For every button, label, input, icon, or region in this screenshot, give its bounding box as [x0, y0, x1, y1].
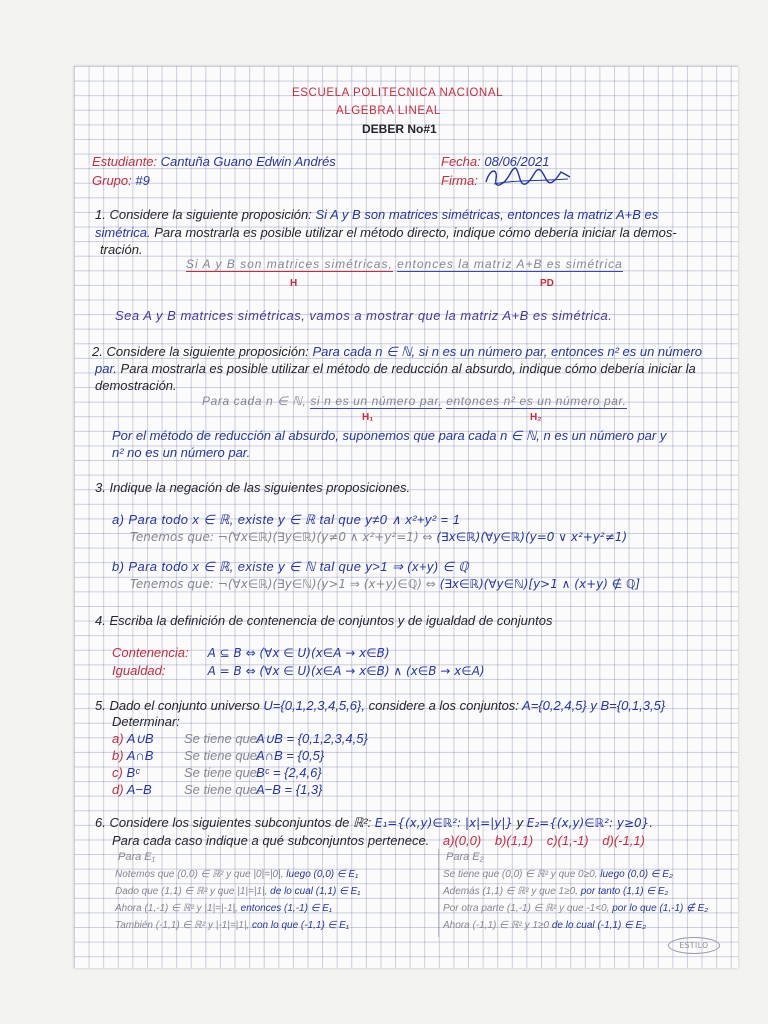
q3-a-proposition: a) Para todo x ∈ ℝ, existe y ∈ ℝ tal que y≠0 ∧ x²+y² = 1 [112, 512, 461, 527]
e2-row [443, 885, 668, 898]
e1-row-conclusion: entonces (1,-1) ∈ E₁ [240, 903, 333, 914]
assignment-title: DEBER No#1 [362, 122, 437, 136]
q2-thesis: entonces n² es un número par. [446, 394, 627, 408]
q1-hypothesis: Si A y B son matrices simétricas, [186, 257, 393, 271]
q5-instruction: Determinar: [112, 714, 180, 729]
date-label: Fecha: [441, 154, 481, 169]
operation-prefix: Se tiene que: [184, 748, 261, 763]
q3-b-proposition: b) Para todo x ∈ ℝ, existe y ∈ ℕ tal que y>1 ⇒ (x+y) ∈ ℚ [112, 559, 469, 574]
q4-heading: 4. Escriba la definición de contenencia de conjuntos y de igualdad de conjuntos [95, 613, 553, 628]
q6-case-c: c)(1,-1) [546, 833, 589, 848]
e2-row-conclusion: por tanto (1,1) ∈ E₂ [580, 886, 669, 897]
e2-row [443, 902, 708, 915]
signature [484, 166, 574, 188]
table-divider [438, 849, 439, 937]
e1-row [115, 868, 358, 881]
q2-underlined-statement [202, 394, 627, 409]
containment-label: Contenencia: [112, 645, 189, 660]
q6-case-a: a)(0,0) [442, 833, 482, 848]
operation-letter: d) [112, 782, 124, 797]
school-name: ESCUELA POLITECNICA NACIONAL [292, 87, 504, 99]
q5-middle: considere a los conjuntos: [368, 698, 519, 713]
signature-label: Firma: [441, 173, 478, 188]
q2-statement-end: par. [95, 361, 117, 376]
q1-statement-start: Si A y B son matrices simétricas, entonces la matriz A+B es [315, 207, 659, 222]
q1-line-1 [95, 207, 658, 222]
e2-row-conclusion: de lo cual (-1,1) ∈ E₂ [551, 920, 647, 931]
equality-label: Igualdad: [112, 663, 166, 678]
q6-set-e2: E₂={(x,y)∈ℝ²: y≥0}. [526, 816, 654, 830]
e2-row-text: Además (1,1) ∈ ℝ² y que 1≥0, [443, 886, 578, 897]
q1-hypothesis-label: H [290, 278, 298, 289]
e1-row-text: También (-1,1) ∈ ℝ² y |-1|=|1|, [115, 920, 250, 931]
q1-underlined-statement [186, 257, 623, 272]
q2-statement-start: Para cada n ∈ ℕ, si n es un número par, entonces n² es un número [312, 344, 702, 359]
group-value: #9 [135, 173, 150, 188]
set-operation-row [112, 782, 323, 797]
q1-statement-end: simétrica. [95, 225, 151, 240]
student-label: Estudiante: [92, 154, 158, 169]
operation-letter: c) [112, 765, 123, 780]
q3-heading: 3. Indique la negación de las siguientes proposiciones. [95, 480, 411, 495]
operation-result: A∩B = {0,5} [256, 748, 325, 763]
q6-prompt: Para cada caso indique a qué subconjuntos pertenece. [112, 833, 430, 848]
q1-thesis-label: PD [540, 278, 554, 289]
q3-a-work-right: (∃x∈ℝ)(∀y∈ℝ)(y=0 ∨ x²+y²≠1) [436, 530, 628, 544]
q5-heading [95, 698, 665, 713]
q1-answer: Sea A y B matrices simétricas, vamos a mostrar que la matriz A+B es simétrica. [115, 308, 613, 323]
q1-prompt-end: Para mostrarla es posible utilizar el método directo, indique cómo debería iniciar la demos- [154, 225, 677, 240]
q2-line-3: demostración. [95, 378, 177, 393]
q3-a-negation [130, 530, 627, 545]
q6-line-2 [112, 833, 645, 848]
q5-universe: U={0,1,2,3,4,5,6}, [263, 698, 365, 713]
e2-row-text: Por otra parte (1,-1) ∈ ℝ² y que -1<0, [443, 903, 610, 914]
q2-thesis-label: H₂ [530, 412, 542, 423]
notebook-brand-logo: ESTILO [668, 937, 720, 954]
e2-row-text: Ahora (-1,1) ∈ ℝ² y 1≥0 [443, 920, 550, 931]
operation-letter: a) [112, 731, 124, 746]
q2-prompt-start: 2. Considere la siguiente proposición: [92, 344, 309, 359]
e1-row-text: Dado que (1,1) ∈ ℝ² y que |1|=|1|, [115, 886, 268, 897]
q6-case-b: b)(1,1) [494, 833, 534, 848]
q6-conjunction: y [516, 815, 524, 830]
q4-equality [112, 663, 485, 679]
e1-column-header: Para E₁ [118, 851, 156, 863]
group-label: Grupo: [92, 173, 132, 188]
e1-row-conclusion: de lo cual (1,1) ∈ E₁ [270, 886, 361, 897]
set-operation-row [112, 765, 322, 780]
e2-row-text: Se tiene que (0,0) ∈ ℝ² y que 0≥0, [443, 869, 598, 880]
operation-result: A∪B = {0,1,2,3,4,5} [256, 731, 368, 746]
q1-prompt-start: 1. Considere la siguiente proposición: [95, 207, 312, 222]
e1-row [115, 919, 349, 932]
q2-line-1 [92, 344, 702, 359]
set-operation-row [112, 748, 324, 763]
course-name: ALGEBRA LINEAL [336, 105, 441, 117]
q3-b-work-left: ¬(∀x∈ℝ)(∃y∈ℕ)(y>1 ⇒ (x+y)∈ℚ) ⇔ [217, 577, 436, 591]
q2-answer-line-1: Por el método de reducción al absurdo, suponemos que para cada n ∈ ℕ, n es un número par y [112, 428, 667, 443]
e1-row-conclusion: luego (0,0) ∈ E₁ [286, 869, 359, 880]
q6-case-d: d)(-1,1) [602, 833, 645, 848]
e2-row [443, 868, 673, 881]
operation-result: Bᶜ = {2,4,6} [256, 765, 322, 780]
q2-quantifier: Para cada n ∈ ℕ, [202, 394, 307, 408]
student-name: Cantuña Guano Edwin Andrés [160, 154, 336, 169]
q2-hypothesis: si n es un número par, [310, 394, 443, 408]
date-value: 08/06/2021 [484, 154, 550, 169]
q2-line-2 [95, 361, 696, 376]
q2-hypothesis-label: H₁ [362, 412, 374, 423]
e2-row [443, 919, 646, 932]
containment-definition: A ⊆ B ⇔ (∀x ∈ U)(x∈A → x∈B) [207, 646, 390, 660]
operation-label: Bᶜ [126, 765, 140, 780]
operation-label: A∩B [126, 748, 154, 763]
q1-line-2 [95, 225, 677, 240]
q6-heading [95, 815, 653, 831]
e2-row-conclusion: por lo que (1,-1) ∉ E₂ [612, 903, 709, 914]
e1-row-conclusion: con lo que (-1,1) ∈ E₁ [251, 920, 349, 931]
q2-answer-line-2: n² no es un número par. [112, 445, 251, 460]
e2-column-header: Para E₂ [446, 851, 484, 863]
e1-row [115, 885, 360, 898]
q6-set-e1: E₁={(x,y)∈ℝ²: |x|=|y|} [374, 816, 514, 830]
q5-sets: A={0,2,4,5} y B={0,1,3,5} [522, 698, 666, 713]
q3-b-work-right: (∃x∈ℝ)(∀y∈ℕ)[y>1 ∧ (x+y) ∉ ℚ] [439, 577, 641, 591]
operation-prefix: Se tiene que: [184, 782, 261, 797]
q5-intro: 5. Dado el conjunto universo [95, 698, 260, 713]
operation-label: A−B [126, 782, 152, 797]
e1-row [115, 902, 332, 915]
q3-a-work-left: ¬(∀x∈ℝ)(∃y∈ℝ)(y≠0 ∧ x²+y²=1) ⇔ [217, 530, 433, 544]
set-operation-row [112, 731, 368, 746]
operation-prefix: Se tiene que: [184, 731, 261, 746]
q3-b-work-label: Tenemos que: [130, 577, 214, 591]
e1-row-text: Notemos que (0,0) ∈ ℝ² y que |0|=|0|, [115, 869, 284, 880]
e2-row-conclusion: luego (0,0) ∈ E₂ [600, 869, 673, 880]
q2-prompt-end: Para mostrarla es posible utilizar el método de reducción al absurdo, indique cómo debería iniciar la [120, 361, 696, 376]
operation-prefix: Se tiene que: [184, 765, 261, 780]
student-field [92, 154, 336, 169]
q1-thesis: entonces la matriz A+B es simétrica [397, 257, 623, 271]
operation-label: A∪B [126, 731, 154, 746]
e1-row-text: Ahora (1,-1) ∈ ℝ² y |1|=|-1|, [115, 903, 238, 914]
q4-containment [112, 645, 390, 661]
q6-intro: 6. Considere los siguientes subconjuntos de ℝ²: [95, 815, 372, 830]
group-field [92, 173, 150, 188]
q3-a-work-label: Tenemos que: [130, 530, 214, 544]
equality-definition: A = B ⇔ (∀x ∈ U)(x∈A → x∈B) ∧ (x∈B → x∈A) [207, 664, 485, 678]
operation-letter: b) [112, 748, 124, 763]
q3-b-negation [130, 577, 640, 592]
operation-result: A−B = {1,3} [256, 782, 323, 797]
q1-line-3: tración. [100, 242, 143, 257]
